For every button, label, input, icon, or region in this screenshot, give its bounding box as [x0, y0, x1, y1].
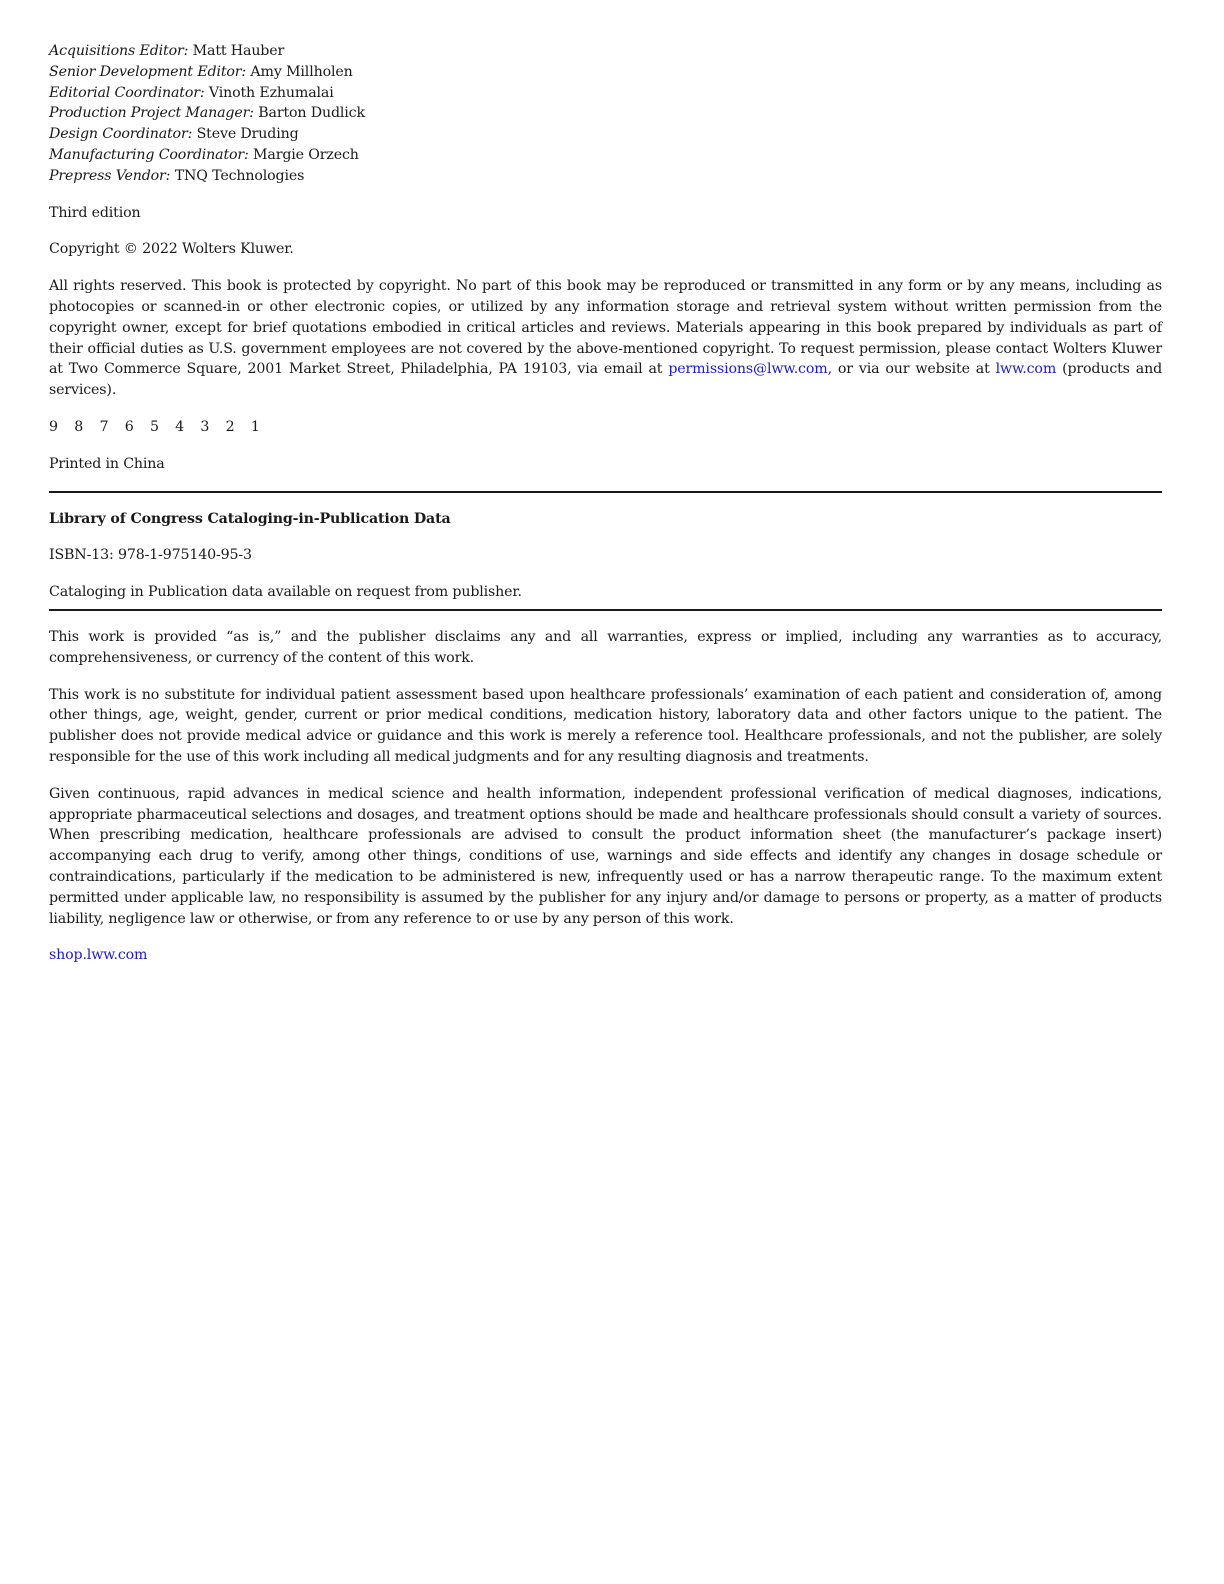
divider-bottom: [49, 609, 1162, 611]
credit-line: [49, 166, 1162, 187]
credit-name: Amy Millholen: [250, 63, 353, 80]
credit-role: Production Project Manager:: [49, 105, 254, 122]
shop-link[interactable]: shop.lww.com: [49, 947, 148, 964]
credit-line: [49, 62, 1162, 83]
disclaimer-paragraph: Given continuous, rapid advances in medical science and health information, independent professional verification of medical diagnoses, indications, appropriate pharmaceutical selections and dosages, and treatment options should be made and healthcare professionals should consult a variety of sources. When prescribing medication, healthcare professionals are advised to consult the product information sheet (the manufacturer’s package insert) accompanying each drug to verify, among other things, conditions of use, warnings and side effects and identify any changes in dosage schedule or contraindications, particularly if the medication to be administered is new, infrequently used or has a narrow therapeutic range. To the maximum extent permitted under applicable law, no responsibility is assumed by the publisher for any injury and/or damage to persons or property, as a matter of products liability, negligence law or otherwise, or from any reference to or use by any person of this work.: [49, 785, 1162, 927]
cip-heading: Library of Congress Cataloging-in-Publication Data: [49, 510, 451, 527]
credit-name: TNQ Technologies: [174, 167, 305, 184]
credit-line: [49, 124, 1162, 145]
shop-link-line: [49, 945, 1162, 966]
copyright-page: [49, 41, 1162, 966]
rights-text-between: , or via our website at: [827, 361, 996, 378]
credit-line: [49, 145, 1162, 166]
isbn: ISBN-13: 978-1-975140-95-3: [49, 547, 252, 564]
credit-line: [49, 41, 1162, 62]
printed-in: Printed in China: [49, 455, 165, 472]
credits-list: [49, 41, 1162, 187]
rights-text-after: (products and services).: [49, 361, 1162, 399]
divider-top: [49, 491, 1162, 493]
credit-name: Steve Druding: [196, 126, 299, 143]
credit-role: Senior Development Editor:: [49, 63, 247, 80]
credit-role: Prepress Vendor:: [49, 167, 171, 184]
credit-role: Design Coordinator:: [49, 126, 193, 143]
credit-role: Acquisitions Editor:: [49, 43, 189, 59]
credit-role: Editorial Coordinator:: [49, 84, 205, 101]
website-link[interactable]: lww.com: [995, 361, 1057, 378]
cip-note: Cataloging in Publication data available on request from publisher.: [49, 584, 522, 601]
rights-text: All rights reserved. This book is protected by copyright. No part of this book may be reproduced or transmitted in any form or by any means, including as photocopies or scanned-in or other electronic copies, or utilized by any information storage and retrieval system without written permission from the copyright owner, except for brief quotations embodied in critical articles and reviews. Materials appearing in this book prepared by individuals as part of their official duties as U.S. government employees are not covered by the above-mentioned copyright. To request permission, please contact Wolters Kluwer at Two Commerce Square, 2001 Market Street, Philadelphia, PA 19103, via email at: [49, 278, 1162, 378]
credit-name: Vinoth Ezhumalai: [208, 84, 334, 101]
credit-role: Manufacturing Coordinator:: [49, 146, 249, 163]
copyright-notice: Copyright © 2022 Wolters Kluwer.: [49, 241, 294, 258]
rights-statement: [49, 276, 1162, 401]
print-line: 9 8 7 6 5 4 3 2 1: [49, 418, 260, 435]
edition: Third edition: [49, 204, 141, 221]
disclaimer-paragraph: This work is provided “as is,” and the publisher disclaims any and all warranties, express or implied, including any warranties as to accuracy, comprehensiveness, or currency of the content of this work.: [49, 628, 1162, 666]
credit-name: Barton Dudlick: [258, 105, 365, 122]
credit-name: Margie Orzech: [253, 146, 359, 163]
permissions-email-link[interactable]: permissions@lww.com: [668, 361, 828, 378]
credit-line: [49, 103, 1162, 124]
credit-name: Matt Hauber: [192, 43, 285, 59]
disclaimer-paragraph: This work is no substitute for individual patient assessment based upon healthcare professionals’ examination of each patient and consideration of, among other things, age, weight, gender, current or prior medical conditions, medication history, laboratory data and other factors unique to the patient. The publisher does not provide medical advice or guidance and this work is merely a reference tool. Healthcare professionals, and not the publisher, are solely responsible for the use of this work including all medical judgments and for any resulting diagnosis and treatments.: [49, 686, 1162, 765]
credit-line: [49, 83, 1162, 104]
